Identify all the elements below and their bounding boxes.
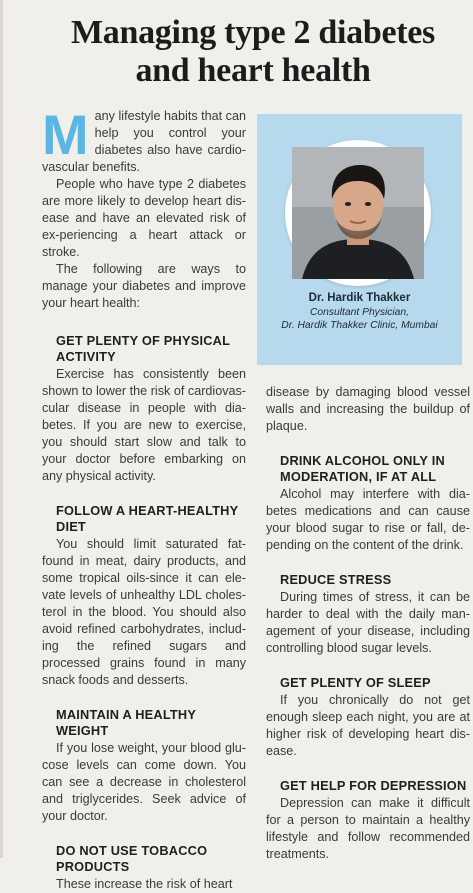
doctor-photo xyxy=(292,147,424,279)
section-body-tobacco-end: disease by damaging blood vessel walls and increasing the buildup of plaque. xyxy=(266,385,470,433)
section-title-tobacco: DO NOT USE TOBACCO PRODUCTS xyxy=(56,843,208,874)
intro-paragraph-3: The following are ways to manage your diabetes and improve your heart health: xyxy=(42,262,246,310)
section-title-activity: GET PLENTY OF PHYSICAL ACTIVITY xyxy=(56,333,230,364)
section-body-sleep: If you chronically do not get enough sleep each night, you are at higher risk of developing heart dis-ease. xyxy=(266,693,470,758)
section-body-activity: Exercise has consistently been shown to lower the risk of cardiovas-cular disease in people with dia-betes. If you are new to exercise, you should start slow and talk to your doctor before embarking on any physical activity. xyxy=(42,367,246,483)
headline xyxy=(33,14,473,90)
section-title-diet: FOLLOW A HEART-HEALTHY DIET xyxy=(56,503,239,534)
section-body-weight: If you lose weight, your blood glu-cose levels can come down. You can see a decrease in cholesterol and triglycerides. Seek advice of your doctor. xyxy=(42,741,246,823)
section-body-alcohol: Alcohol may interfere with dia-betes medications and can cause your blood sugar to rise or fall, de-pending on the content of the drink. xyxy=(266,487,470,552)
section-title-depression: GET HELP FOR DEPRESSION xyxy=(280,778,467,793)
doctor-name: Dr. Hardik Thakker xyxy=(308,292,411,304)
doctor-photo-frame xyxy=(285,140,431,286)
section-title-sleep: GET PLENTY OF SLEEP xyxy=(280,675,431,690)
section-title-weight: MAINTAIN A HEALTHY WEIGHT xyxy=(56,707,196,738)
doctor-clinic: Dr. Hardik Thakker Clinic, Mumbai xyxy=(281,320,438,331)
right-column xyxy=(266,384,470,863)
headline-line-1: Managing type 2 diabetes xyxy=(71,14,435,51)
drop-cap: M xyxy=(42,103,89,166)
section-body-stress: During times of stress, it can be harder to deal with the daily man-agement of your disease, including controlling blood sugar levels. xyxy=(266,590,470,655)
section-body-diet: You should limit saturated fat-found in meat, dairy products, and some tropical oils-since it can ele-vate levels of unhealthy LDL choles-terol in the blood. You should also avoid refined carbohydrates, includ-ing the refined sugars and processed grains found in many snack foods and desserts. xyxy=(42,537,246,687)
section-title-stress: REDUCE STRESS xyxy=(280,572,392,587)
left-column xyxy=(42,103,246,893)
doctor-role: Consultant Physician, xyxy=(309,307,410,318)
intro-paragraph-2: People who have type 2 diabetes are more likely to develop heart dis-ease and have an elevated risk of ex-periencing a heart attack or stroke. xyxy=(42,177,246,259)
intro-paragraph-1 xyxy=(42,103,246,176)
section-body-depression: Depression can make it difficult for a person to maintain a healthy lifestyle and follow recommended treatments. xyxy=(266,796,470,861)
section-body-tobacco-start: These increase the risk of heart xyxy=(56,877,233,891)
doctor-profile-card xyxy=(257,114,462,365)
intro-paragraph-1-text: any lifestyle habits that can help you control your diabetes also have cardio-vascular benefits. xyxy=(42,109,246,174)
doctor-portrait-image xyxy=(292,147,424,279)
section-title-alcohol: DRINK ALCOHOL ONLY IN MODERATION, IF AT ALL xyxy=(280,453,445,484)
headline-line-2: and heart health xyxy=(135,52,371,89)
